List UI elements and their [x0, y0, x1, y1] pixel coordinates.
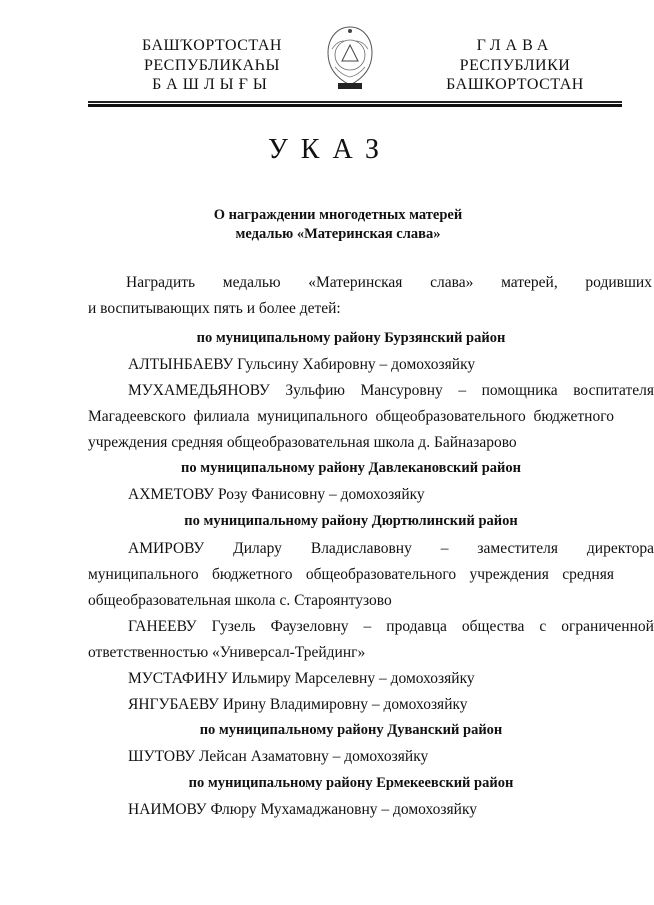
header-divider-thick: [88, 104, 622, 107]
intro-line: и воспитывающих пять и более детей:: [88, 300, 341, 317]
award-entry: МУСТАФИНУ Ильмиру Марселевну – домохозяйку: [128, 670, 475, 687]
entry-word: –: [363, 618, 372, 635]
entry-word: ГАНЕЕВУ: [128, 618, 197, 635]
award-entry-line: [88, 566, 614, 584]
award-entry-line: [88, 540, 654, 558]
entry-word: бюджетного: [211, 566, 293, 583]
entry-word: –: [440, 540, 449, 557]
district-heading: по муниципальному району Дюртюлинский район: [184, 513, 518, 529]
entry-word: –: [458, 382, 467, 399]
intro-word: родивших: [585, 274, 652, 291]
entry-word: с: [539, 618, 547, 635]
header-russian-line: РЕСПУБЛИКИ: [459, 56, 571, 74]
intro-word: Наградить: [126, 274, 196, 291]
entry-word: средняя: [562, 566, 614, 583]
entry-word: Гузель: [211, 618, 256, 635]
intro-word: слава»: [430, 274, 474, 291]
entry-word: муниципального: [257, 408, 368, 425]
intro-word: медалью: [222, 274, 281, 291]
entry-word: бюджетного: [533, 408, 614, 425]
award-entry-line: учреждения средняя общеобразовательная школа д. Байназарово: [88, 434, 517, 451]
entry-word: АМИРОВУ: [128, 540, 205, 557]
header-bashkir-line: БАШҠОРТОСТАН: [142, 37, 282, 54]
district-heading: по муниципальному району Давлекановский район: [180, 460, 521, 476]
subject-line: медалью «Материнская слава»: [235, 226, 441, 242]
entry-word: Владиславовну: [310, 540, 412, 557]
header-russian-line: БАШКОРТОСТАН: [446, 76, 584, 93]
header-russian-line: ГЛАВА: [476, 37, 554, 54]
entry-word: общеобразовательного: [305, 566, 457, 583]
entry-word: Фаузеловну: [270, 618, 349, 635]
district-heading: по муниципальному району Бурзянский район: [196, 330, 506, 346]
entry-word: заместителя: [477, 540, 558, 557]
subject-line: О награждении многодетных матерей: [213, 207, 463, 223]
entry-word: общеобразовательного: [375, 408, 526, 425]
award-entry: АЛТЫНБАЕВУ Гульсину Хабировну – домохозяйку: [128, 356, 476, 373]
award-entry: ЯНГУБАЕВУ Ирину Владимировну – домохозяйку: [128, 696, 468, 713]
header-bashkir-line: БАШЛЫҒЫ: [152, 76, 272, 93]
district-heading: по муниципальному району Ермекеевский район: [188, 775, 514, 791]
award-entry-line: общеобразовательная школа с. Староянтузово: [88, 592, 392, 609]
entry-word: общества: [461, 618, 525, 635]
header-russian: [425, 36, 605, 95]
award-entry-line: [88, 382, 654, 400]
header-bashkir: [122, 36, 302, 95]
intro-word: матерей,: [501, 274, 558, 291]
document-title: УКАЗ: [267, 134, 393, 165]
header-bashkir-line: РЕСПУБЛИКАҺЫ: [144, 56, 280, 74]
entry-word: Зульфию: [285, 382, 345, 399]
entry-word: филиала: [193, 408, 250, 425]
award-entry-line: [88, 618, 654, 636]
entry-word: муниципального: [88, 566, 199, 583]
entry-word: Дилару: [233, 540, 282, 557]
entry-word: Мансуровну: [360, 382, 443, 399]
document-subject: [0, 206, 640, 244]
entry-word: продавца: [386, 618, 447, 635]
entry-word: директора: [586, 540, 654, 557]
coat-of-arms-icon: [318, 23, 382, 93]
entry-word: воспитателя: [573, 382, 654, 399]
intro-line: [88, 274, 652, 292]
award-entry: АХМЕТОВУ Розу Фанисовну – домохозяйку: [128, 486, 425, 503]
entry-word: учреждения: [469, 566, 549, 583]
award-entry-line: ответственностью «Универсал-Трейдинг»: [88, 644, 366, 661]
district-heading: по муниципальному району Дуванский район: [199, 722, 503, 738]
award-entry: НАИМОВУ Флюру Мухамаджановну – домохозяйку: [128, 801, 478, 818]
entry-word: МУХАМЕДЬЯНОВУ: [128, 382, 270, 399]
intro-word: «Материнская: [308, 274, 403, 291]
entry-word: Магадеевского: [88, 408, 186, 425]
award-entry-line: [88, 408, 614, 426]
header-divider-thin: [88, 101, 622, 103]
entry-word: ограниченной: [561, 618, 654, 635]
award-entry: ШУТОВУ Лейсан Азаматовну – домохозяйку: [128, 748, 429, 765]
entry-word: помощника: [481, 382, 558, 399]
